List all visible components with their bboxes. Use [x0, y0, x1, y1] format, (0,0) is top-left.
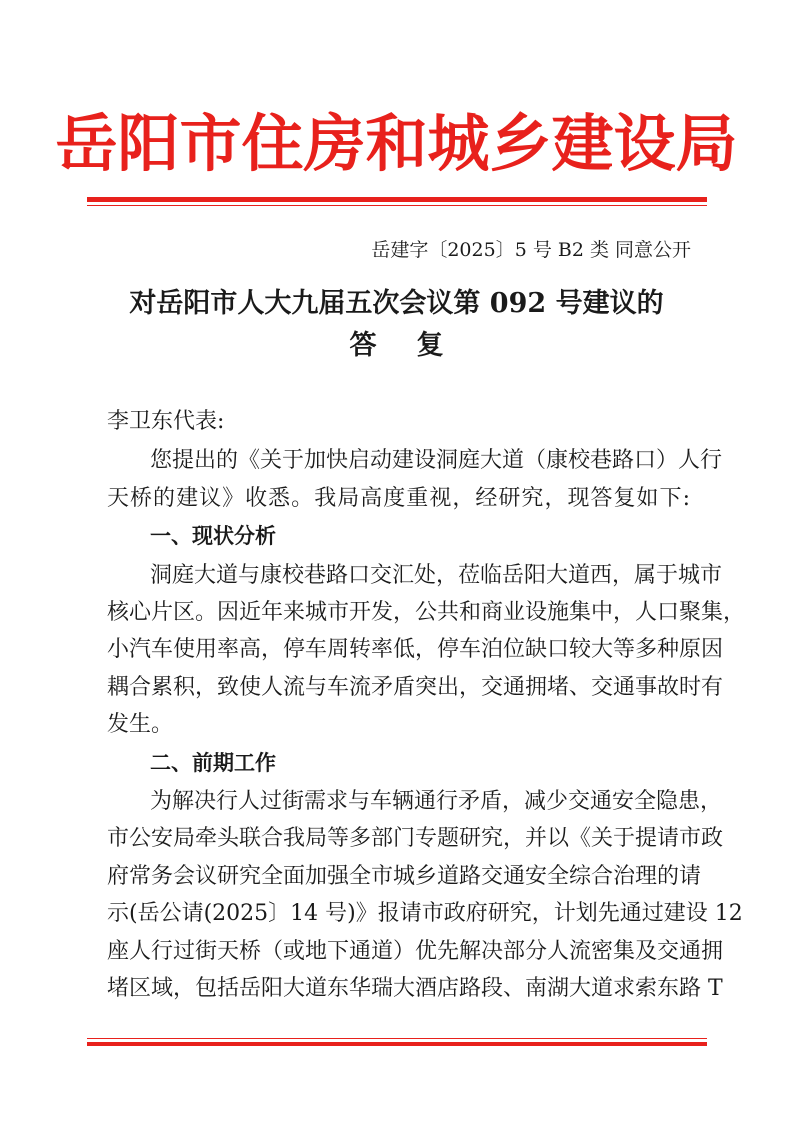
section-2-line: 市公安局牵头联合我局等多部门专题研究，并以《关于提请市政	[107, 826, 724, 851]
section-1-heading: 一、现状分析	[150, 524, 276, 548]
intro-line: 您提出的《关于加快启动建设洞庭大道（康校巷路口）人行	[150, 448, 723, 473]
document-title-line-1: 对岳阳市人大九届五次会议第 092 号建议的	[129, 288, 664, 319]
section-1-line: 小汽车使用率高，停车周转率低，停车泊位缺口较大等多种原因	[107, 637, 724, 662]
document-title-line-2: 答复	[349, 330, 484, 361]
section-2-line: 示(岳公请(2025〕14 号)》报请市政府研究，计划先通过建设 12	[107, 901, 743, 926]
letterhead-rule-thick	[87, 197, 707, 202]
section-1-line: 核心片区。因近年来城市开发，公共和商业设施集中，人口聚集，	[107, 600, 746, 625]
section-1-line: 洞庭大道与康校巷路口交汇处，莅临岳阳大道西，属于城市	[150, 563, 723, 588]
section-1-line: 发生。	[107, 712, 174, 737]
section-2-heading: 二、前期工作	[150, 751, 276, 775]
intro-line: 天桥的建议》收悉。我局高度重视，经研究，现答复如下:	[107, 486, 690, 511]
footer-rule-thin	[87, 1038, 707, 1039]
footer-rule-thick	[87, 1042, 707, 1046]
letterhead-title: 岳阳市住房和城乡建设局	[55, 107, 738, 180]
letterhead-rule-thin	[87, 205, 707, 206]
salutation: 李卫东代表:	[107, 409, 225, 434]
section-2-line: 府常务会议研究全面加强全市城乡道路交通安全综合治理的请	[107, 864, 702, 889]
section-2-line: 为解决行人过街需求与车辆通行矛盾，减少交通安全隐患，	[150, 789, 723, 814]
section-2-line: 座人行过街天桥（或地下通道）优先解决部分人流密集及交通拥	[107, 939, 724, 964]
document-number: 岳建字〔2025〕5 号 B2 类 同意公开	[371, 239, 691, 261]
section-2-line: 堵区域，包括岳阳大道东华瑞大酒店路段、南湖大道求索东路 T	[107, 976, 723, 1001]
section-1-line: 耦合累积，致使人流与车流矛盾突出，交通拥堵、交通事故时有	[107, 675, 724, 700]
